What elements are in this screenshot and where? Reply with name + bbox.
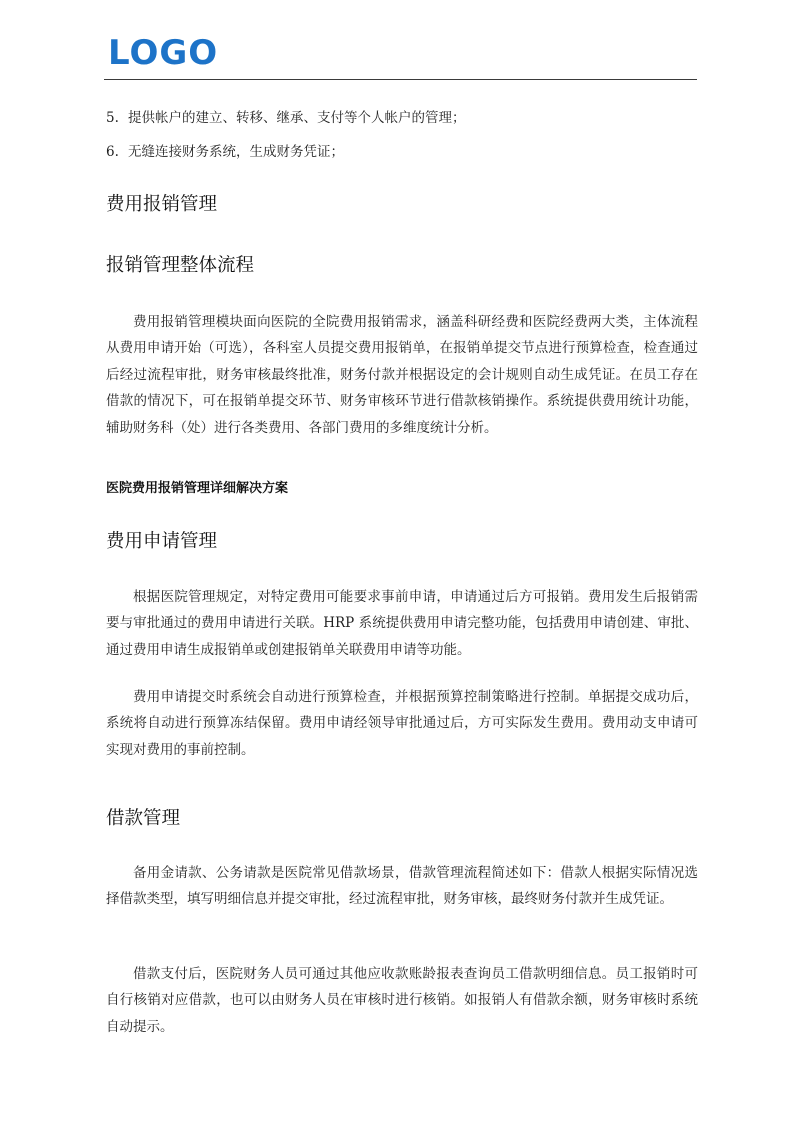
paragraph-apply-1: 根据医院管理规定，对特定费用可能要求事前申请，申请通过后方可报销。费用发生后报销需要与审批通过的费用申请进行关联。HRP 系统提供费用申请完整功能，包括费用申请创建、审批、通过费用申请生成报销单或创建报销单关联费用申请等功能。	[106, 589, 698, 658]
list-text: 提供帐户的建立、转移、继承、支付等个人帐户的管理；	[128, 110, 466, 126]
header-divider	[104, 79, 697, 80]
subheading-detail: 医院费用报销管理详细解决方案	[106, 481, 289, 496]
section-heading-loan: 借款管理	[106, 808, 181, 829]
list-item	[106, 108, 466, 128]
list-number: 6.	[106, 144, 119, 160]
paragraph-loan-1: 备用金请款、公务请款是医院常见借款场景，借款管理流程简述如下：借款人根据实际情况选择借款类型，填写明细信息并提交审批，经过流程审批，财务审核，最终财务付款并生成凭证。	[106, 865, 698, 908]
paragraph-apply-2: 费用申请提交时系统会自动进行预算检查，并根据预算控制策略进行控制。单据提交成功后，系统将自动进行预算冻结保留。费用申请经领导审批通过后，方可实际发生费用。费用动支申请可实现对费用的事前控制。	[106, 689, 698, 758]
paragraph-flow: 费用报销管理模块面向医院的全院费用报销需求，涵盖科研经费和医院经费两大类，主体流程从费用申请开始（可选），各科室人员提交费用报销单，在报销单提交节点进行预算检查，检查通过后经过流程审批，财务审核最终批准，财务付款并根据设定的会计规则自动生成凭证。在员工存在借款的情况下，可在报销单提交环节、财务审核环节进行借款核销操作。系统提供费用统计功能，辅助财务科（处）进行各类费用、各部门费用的多维度统计分析。	[106, 314, 698, 436]
list-text: 无缝连接财务系统，生成财务凭证；	[128, 144, 344, 160]
section-heading-apply: 费用申请管理	[106, 531, 218, 552]
section-heading-expense: 费用报销管理	[106, 194, 218, 215]
section-heading-flow: 报销管理整体流程	[106, 255, 255, 276]
paragraph-loan-2: 借款支付后，医院财务人员可通过其他应收款账龄报表查询员工借款明细信息。员工报销时可自行核销对应借款，也可以由财务人员在审核时进行核销。如报销人有借款余额，财务审核时系统自动提示。	[106, 966, 698, 1035]
list-item	[106, 142, 344, 162]
list-number: 5.	[106, 110, 119, 126]
logo: LOGO	[108, 33, 219, 73]
